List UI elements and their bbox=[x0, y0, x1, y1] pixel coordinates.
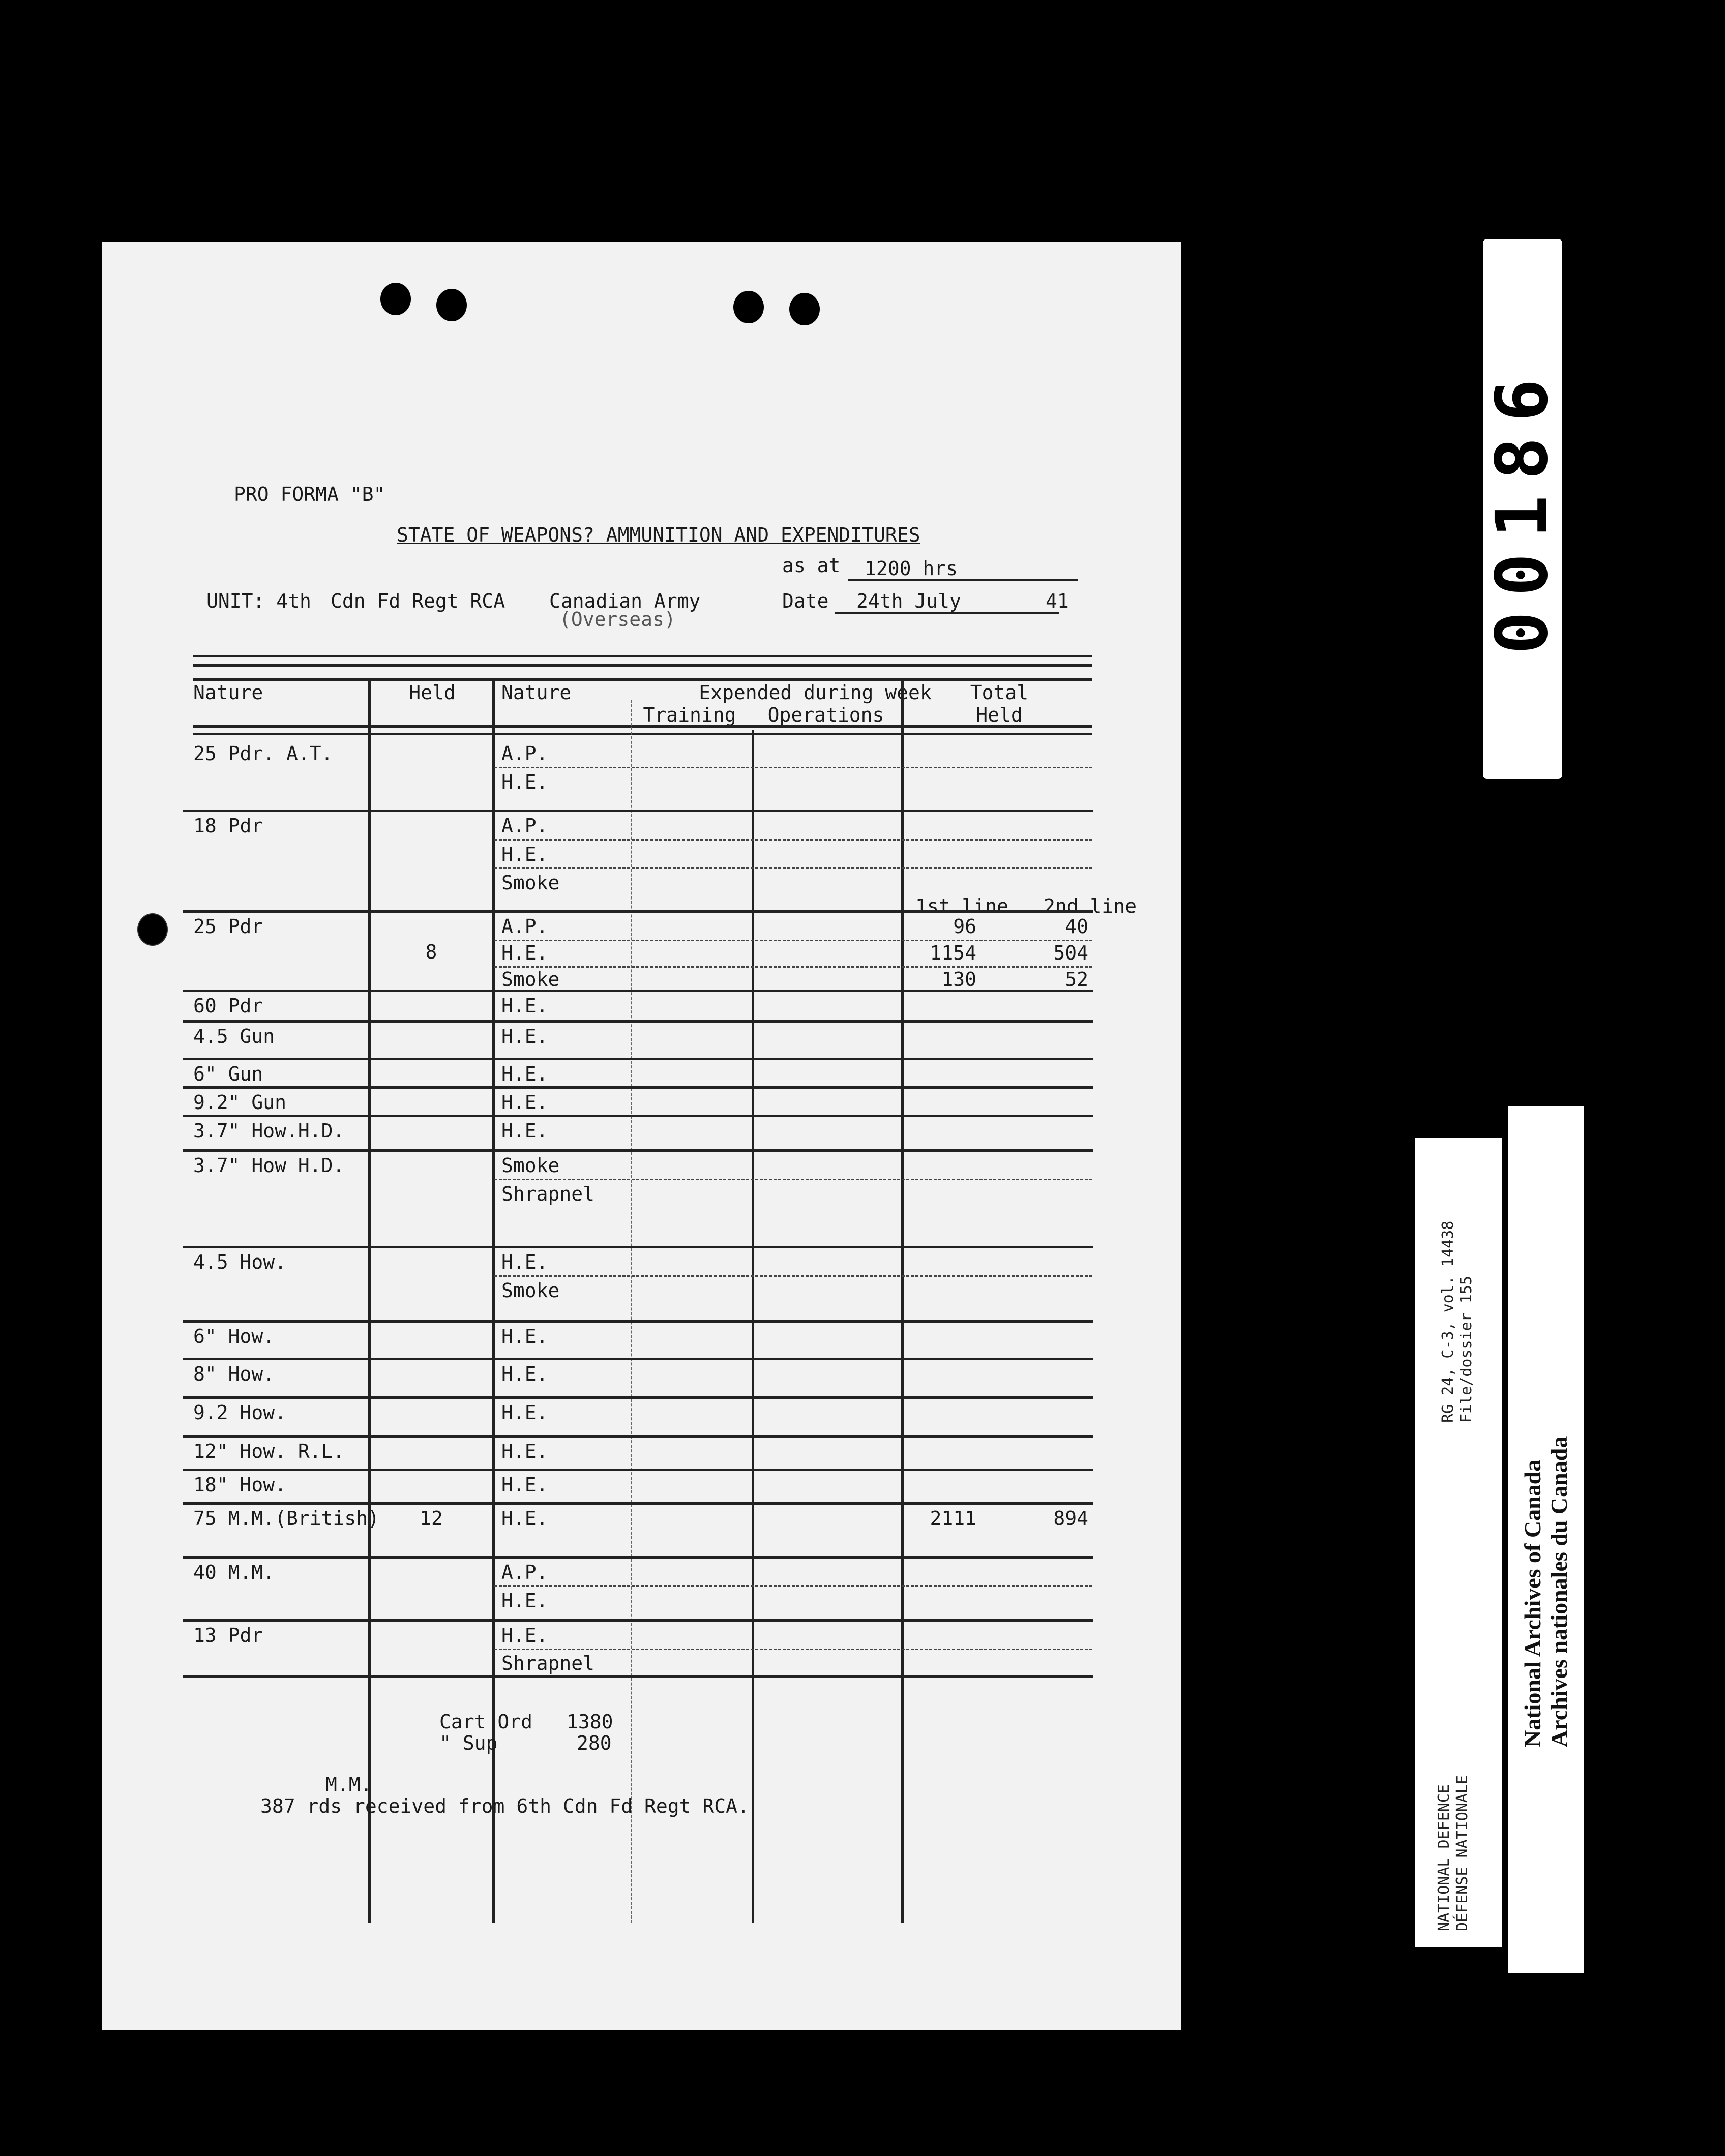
weapon-nature: 75 M.M.(British) bbox=[193, 1507, 380, 1530]
second-line-value: 40 bbox=[1065, 915, 1088, 938]
row-rule bbox=[183, 1358, 1093, 1360]
ammo-nature: H.E. bbox=[501, 1325, 548, 1348]
ammo-nature: H.E. bbox=[501, 1025, 548, 1047]
header-operations: Operations bbox=[767, 704, 884, 726]
row-rule bbox=[183, 910, 1093, 913]
row-rule bbox=[183, 1556, 1093, 1559]
ammo-nature: A.P. bbox=[501, 915, 548, 938]
first-line-value: 130 bbox=[941, 968, 976, 991]
reference-line2: File/dossier 155 bbox=[1458, 1276, 1475, 1423]
header-total: Total bbox=[970, 681, 1029, 704]
row-rule bbox=[183, 1246, 1093, 1248]
weapon-nature: 60 Pdr bbox=[193, 995, 263, 1017]
header-expended: Expended during week bbox=[699, 681, 932, 704]
second-line-value: 504 bbox=[1053, 942, 1088, 964]
second-line-value: 894 bbox=[1053, 1507, 1088, 1530]
archives-card bbox=[1508, 1106, 1584, 1973]
row-rule bbox=[183, 810, 1093, 812]
ammo-nature: H.E. bbox=[501, 1063, 548, 1085]
table-rule bbox=[193, 664, 1092, 667]
row-rule bbox=[183, 1675, 1093, 1678]
header-rule bbox=[193, 733, 1092, 735]
ammo-nature: Smoke bbox=[501, 1154, 560, 1177]
row-rule bbox=[183, 1469, 1093, 1471]
weapon-nature: 6" How. bbox=[193, 1325, 275, 1348]
cart-ord-value: 1380 bbox=[567, 1711, 613, 1733]
ammo-nature: H.E. bbox=[501, 1363, 548, 1385]
first-line-value: 2111 bbox=[930, 1507, 976, 1530]
unit-army: Canadian Army bbox=[549, 590, 701, 612]
first-line-value: 1154 bbox=[930, 942, 976, 964]
weapon-nature: 25 Pdr. A.T. bbox=[193, 742, 333, 765]
row-rule bbox=[183, 990, 1093, 992]
form-id: PRO FORMA "B" bbox=[234, 483, 385, 505]
frame-number-label bbox=[1483, 239, 1562, 779]
row-rule bbox=[183, 1086, 1093, 1089]
ammo-nature: A.P. bbox=[501, 815, 548, 837]
as-at-underline bbox=[848, 579, 1078, 581]
weapon-nature: 13 Pdr bbox=[193, 1624, 263, 1646]
unit-value: Cdn Fd Regt RCA bbox=[331, 590, 505, 612]
weapon-nature: 6" Gun bbox=[193, 1063, 263, 1085]
punch-hole bbox=[789, 293, 820, 325]
ammo-nature: Smoke bbox=[501, 872, 560, 894]
row-rule bbox=[183, 1320, 1093, 1323]
ammo-nature: H.E. bbox=[501, 942, 548, 964]
header-nature: Nature bbox=[193, 681, 263, 704]
date-label: Date bbox=[782, 590, 829, 612]
sub-row-rule bbox=[494, 940, 1092, 941]
ammo-nature: H.E. bbox=[501, 1251, 548, 1273]
as-at-value: 1200 hrs bbox=[865, 557, 958, 580]
weapon-nature: 12" How. R.L. bbox=[193, 1440, 345, 1462]
row-rule bbox=[183, 1619, 1093, 1622]
ammo-nature: H.E. bbox=[501, 1091, 548, 1114]
column-divider bbox=[368, 679, 371, 1923]
unit-label: UNIT: 4th bbox=[206, 590, 311, 612]
punch-hole bbox=[137, 913, 168, 946]
ammo-nature: Smoke bbox=[501, 968, 560, 991]
header-rule bbox=[193, 725, 1092, 728]
ammo-nature: H.E. bbox=[501, 1507, 548, 1530]
document-title: STATE OF WEAPONS? AMMUNITION AND EXPENDITURES bbox=[397, 524, 920, 546]
punch-hole bbox=[733, 291, 764, 323]
second-line-header: 2nd line bbox=[1044, 895, 1137, 917]
weapon-nature: 8" How. bbox=[193, 1363, 275, 1385]
cart-ord-label: Cart Ord bbox=[439, 1711, 533, 1733]
row-rule bbox=[183, 1115, 1093, 1117]
ammo-nature: H.E. bbox=[501, 995, 548, 1017]
archives-en: National Archives of Canada bbox=[1520, 1459, 1545, 1747]
sub-row-rule bbox=[494, 966, 1092, 968]
punch-hole bbox=[436, 289, 467, 321]
ammo-nature: H.E. bbox=[501, 843, 548, 865]
weapon-nature: 4.5 How. bbox=[193, 1251, 287, 1273]
frame-number: 00186 bbox=[1481, 364, 1564, 654]
weapon-nature: 3.7" How.H.D. bbox=[193, 1120, 345, 1142]
date-value: 24th July bbox=[856, 590, 961, 612]
header-training: Training bbox=[643, 704, 736, 726]
as-at-label: as at bbox=[782, 554, 841, 577]
weapon-nature: 40 M.M. bbox=[193, 1561, 275, 1583]
held-count: 12 bbox=[420, 1507, 443, 1530]
punch-hole bbox=[380, 283, 411, 315]
ammo-nature: H.E. bbox=[501, 1440, 548, 1462]
weapon-nature: 9.2" Gun bbox=[193, 1091, 287, 1114]
archives-fr: Archives nationales du Canada bbox=[1546, 1436, 1572, 1747]
note-line1: M.M. bbox=[325, 1774, 372, 1796]
ammo-nature: A.P. bbox=[501, 742, 548, 765]
ammo-nature: H.E. bbox=[501, 1624, 548, 1646]
sub-row-rule bbox=[494, 767, 1092, 768]
second-line-value: 52 bbox=[1065, 968, 1088, 991]
header-ammo-nature: Nature bbox=[501, 681, 572, 704]
date-underline bbox=[835, 612, 1059, 614]
sub-row-rule bbox=[494, 867, 1092, 869]
sub-row-rule bbox=[494, 1179, 1092, 1180]
row-rule bbox=[183, 1020, 1093, 1023]
sub-row-rule bbox=[494, 1585, 1092, 1587]
table-rule bbox=[193, 655, 1092, 657]
ammo-nature: H.E. bbox=[501, 1590, 548, 1612]
document-page bbox=[102, 242, 1181, 2030]
ammo-nature: Shrapnel bbox=[501, 1652, 595, 1674]
reference-line1: RG 24, C-3, vol. 14438 bbox=[1439, 1220, 1457, 1423]
date-year: 41 bbox=[1046, 590, 1069, 612]
row-rule bbox=[183, 1396, 1093, 1399]
ammo-nature: Smoke bbox=[501, 1279, 560, 1302]
column-divider bbox=[901, 679, 904, 1923]
table-rule bbox=[193, 678, 1092, 681]
row-rule bbox=[183, 1435, 1093, 1438]
ammo-nature: A.P. bbox=[501, 1561, 548, 1583]
weapon-nature: 18" How. bbox=[193, 1474, 287, 1496]
ammo-nature: H.E. bbox=[501, 1474, 548, 1496]
header-held: Held bbox=[409, 681, 456, 704]
ammo-nature: H.E. bbox=[501, 1401, 548, 1424]
held-count: 8 bbox=[425, 941, 437, 963]
ammo-nature: Shrapnel bbox=[501, 1183, 595, 1205]
dept-line1: NATIONAL DEFENCE bbox=[1435, 1784, 1453, 1931]
weapon-nature: 18 Pdr bbox=[193, 815, 263, 837]
row-rule bbox=[183, 1502, 1093, 1505]
column-divider bbox=[752, 730, 754, 1923]
sub-row-rule bbox=[494, 839, 1092, 841]
row-rule bbox=[183, 1058, 1093, 1060]
weapon-nature: 9.2 How. bbox=[193, 1401, 287, 1424]
weapon-nature: 4.5 Gun bbox=[193, 1025, 275, 1047]
dept-line2: DÉFENSE NATIONALE bbox=[1453, 1775, 1471, 1931]
sub-row-rule bbox=[494, 1649, 1092, 1650]
first-line-header: 1st line bbox=[915, 895, 1009, 917]
unit-overseas: (Overseas) bbox=[559, 608, 676, 631]
weapon-nature: 25 Pdr bbox=[193, 915, 263, 938]
ammo-nature: H.E. bbox=[501, 771, 548, 793]
column-divider bbox=[631, 700, 632, 1923]
header-total-held: Held bbox=[976, 704, 1023, 726]
sub-row-rule bbox=[494, 1275, 1092, 1277]
reference-card bbox=[1415, 1138, 1502, 1947]
row-rule bbox=[183, 1149, 1093, 1152]
note-line2: 387 rds received from 6th Cdn Fd Regt RCA. bbox=[260, 1795, 749, 1817]
ammo-nature: H.E. bbox=[501, 1120, 548, 1142]
first-line-value: 96 bbox=[953, 915, 976, 938]
cart-sup-label: " Sup bbox=[439, 1732, 498, 1754]
weapon-nature: 3.7" How H.D. bbox=[193, 1154, 345, 1177]
cart-sup-value: 280 bbox=[577, 1732, 612, 1754]
